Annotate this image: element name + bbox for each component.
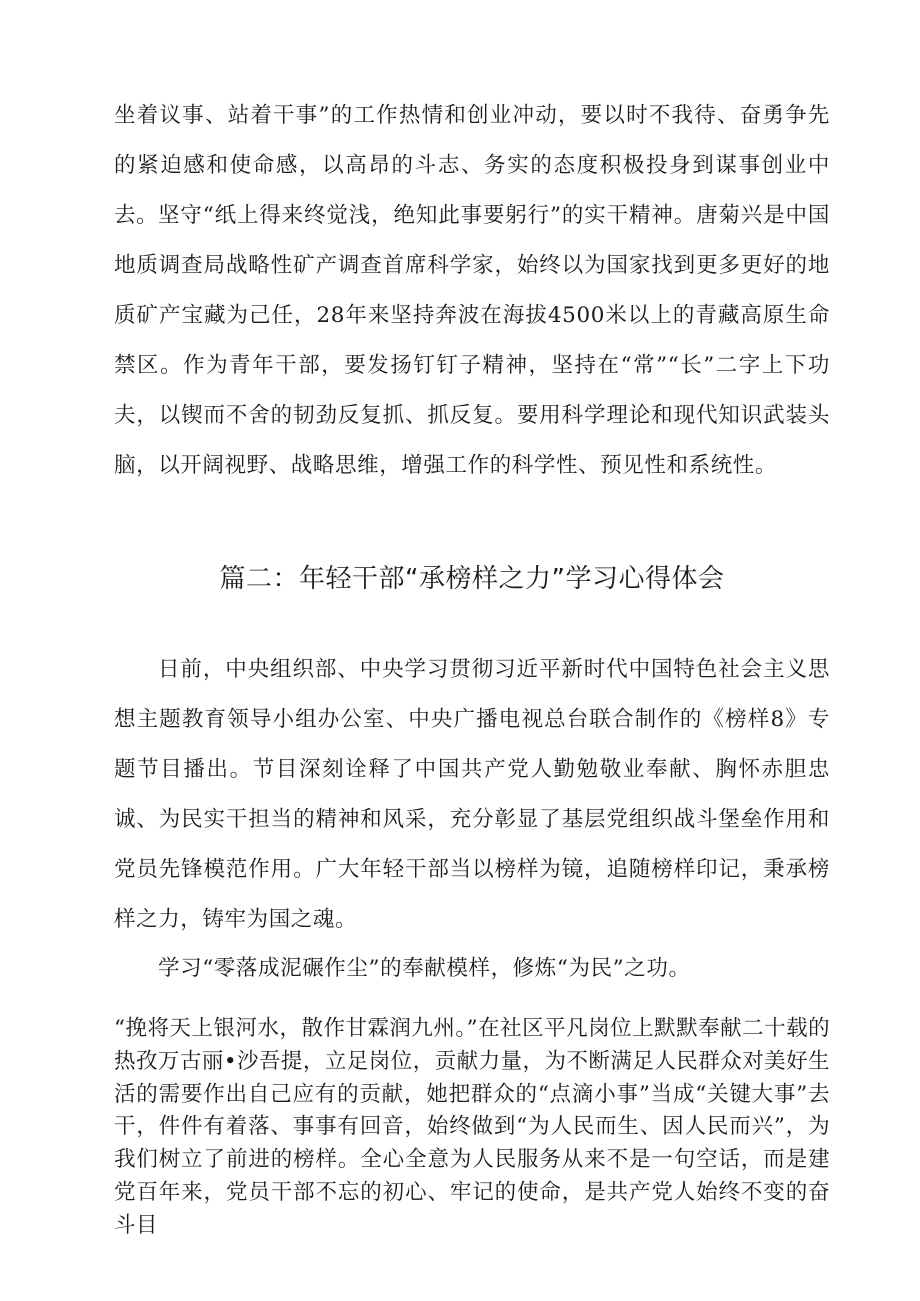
- body-paragraph-3: 日前，中央组织部、中央学习贯彻习近平新时代中国特色社会主义思想主题教育领导小组办公室、中央广播电视总台联合制作的《榜样8》专题节目播出。节目深刻诠释了中国共产党人勤勉敬业奉献、胸怀赤胆忠诚、为民实干担当的精神和风采，充分彰显了基层党组织战斗堡垒作用和党员先锋模范作用。广大年轻干部当以榜样为镜，追随榜样印记，秉承榜样之力，铸牢为国之魂。: [114, 657, 830, 932]
- section-heading: 篇二：年轻干部“承榜样之力”学习心得体会: [219, 564, 725, 594]
- body-paragraph-1: 坐着议事、站着干事”的工作热情和创业冲动，要以时不我待、奋勇争先的紧迫感和使命感，以高昂的斗志、务实的态度积极投身到谋事创业中去。: [114, 103, 830, 228]
- body-paragraph-2: 坚守“纸上得来终觉浅，绝知此事要躬行”的实干精神。唐菊兴是中国地质调查局战略性矿产调查首席科学家，始终以为国家找到更多更好的地质矿产宝藏为己任，28年来坚持奔波在海拔4500米以上的青藏高原生命禁区。作为青年干部，要发扬钉钉子精神，坚持在“常”“长”二字上下功夫，以锲而不舍的韧劲反复抓、抓反复。要用科学理论和现代知识武装头脑，以开阔视野、战略思维，增强工作的科学性、预见性和系统性。: [114, 203, 830, 478]
- body-paragraph-4: 学习“零落成泥碾作尘”的奉献模样，修炼“为民”之功。: [158, 956, 691, 981]
- body-paragraph-5: “挽将天上银河水，散作甘霖润九州。”在社区平凡岗位上默默奉献二十载的热孜万古丽•沙吾提，立足岗位，贡献力量，为不断满足人民群众对美好生活的需要作出自己应有的贡献，她把群众的“点滴小事”当成“关键大事”去干，件件有着落、事事有回音，始终做到“为人民而生、因人民而兴”，为我们树立了前进的榜样。全心全意为人民服务从来不是一句空话，而是建党百年来，党员干部不忘的初心、牢记的使命，是共产党人始终不变的奋斗目: [114, 1016, 830, 1238]
